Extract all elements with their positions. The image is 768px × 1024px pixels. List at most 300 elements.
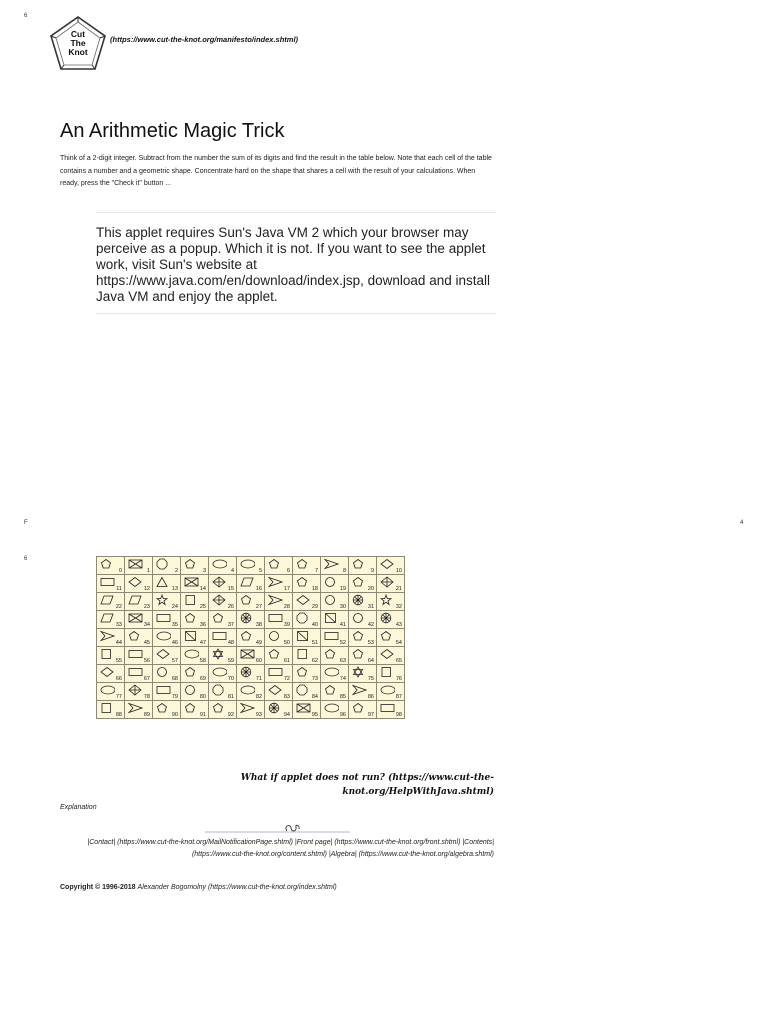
table-cell <box>321 665 349 683</box>
table-cell <box>181 683 209 701</box>
cell-number: 65 <box>395 658 402 664</box>
table-cell <box>153 593 181 611</box>
table-cell <box>349 557 377 575</box>
table-row <box>97 683 405 701</box>
square-icon <box>380 666 395 678</box>
table-cell <box>237 665 265 683</box>
pentagon-icon <box>296 666 311 678</box>
cell-number: 10 <box>395 568 402 574</box>
slashed-square-icon <box>324 612 339 624</box>
pentagon-icon <box>184 666 199 678</box>
cell-number: 79 <box>171 694 178 700</box>
cell-number: 72 <box>283 676 290 682</box>
diamond-icon <box>380 558 395 570</box>
table-cell <box>153 629 181 647</box>
parallelogram-icon <box>128 594 143 606</box>
copyright-label: Copyright © 1996-2018 <box>60 884 136 891</box>
cell-number: 32 <box>395 604 402 610</box>
cell-number: 44 <box>115 640 122 646</box>
cell-number: 17 <box>283 586 290 592</box>
cell-number: 25 <box>199 604 206 610</box>
table-cell <box>265 629 293 647</box>
diamond-icon <box>128 576 143 588</box>
cell-number: 53 <box>367 640 374 646</box>
ellipse-icon <box>156 630 171 642</box>
square-icon <box>296 648 311 660</box>
circle-icon <box>324 594 339 606</box>
cell-number: 39 <box>283 622 290 628</box>
cell-number: 96 <box>339 712 346 718</box>
cell-number: 48 <box>227 640 234 646</box>
table-cell <box>209 629 237 647</box>
table-cell <box>293 647 321 665</box>
octagon-icon <box>156 558 171 570</box>
table-cell <box>209 701 237 719</box>
cell-number: 61 <box>283 658 290 664</box>
envelope-icon <box>128 558 143 570</box>
ellipse-icon <box>324 702 339 714</box>
cell-number: 40 <box>311 622 318 628</box>
wheel-icon <box>240 612 255 624</box>
diamond-icon <box>296 594 311 606</box>
table-cell <box>209 611 237 629</box>
page-title: An Arithmetic Magic Trick <box>60 120 285 142</box>
pentagon-icon <box>324 684 339 696</box>
table-cell <box>97 611 125 629</box>
crossed-diamond-icon <box>212 594 227 606</box>
table-cell <box>237 611 265 629</box>
cell-number: 77 <box>115 694 122 700</box>
cell-number: 74 <box>339 676 346 682</box>
table-row <box>97 701 405 719</box>
table-cell <box>293 701 321 719</box>
cell-number: 36 <box>199 622 206 628</box>
applet-placeholder <box>96 212 496 314</box>
table-cell <box>265 665 293 683</box>
table-cell <box>209 683 237 701</box>
wheel-icon <box>240 666 255 678</box>
cell-number: 41 <box>339 622 346 628</box>
table-cell <box>377 629 405 647</box>
logo-pentagon-icon <box>48 14 108 74</box>
cell-number: 43 <box>395 622 402 628</box>
copyright-author-link[interactable]: Alexander Bogomolny (https://www.cut-the-knot.org/index.shtml) <box>137 884 337 891</box>
table-row <box>97 665 405 683</box>
ellipse-icon <box>240 684 255 696</box>
table-cell <box>349 611 377 629</box>
pentagon-icon <box>240 630 255 642</box>
table-cell <box>349 575 377 593</box>
wheel-icon <box>380 612 395 624</box>
octagon-icon <box>212 684 227 696</box>
cell-number: 54 <box>395 640 402 646</box>
table-cell <box>293 629 321 647</box>
table-cell <box>237 557 265 575</box>
pentagon-icon <box>268 558 283 570</box>
cell-number: 47 <box>199 640 206 646</box>
table-cell <box>153 611 181 629</box>
intro-paragraph: Think of a 2-digit integer. Subtract from the number the sum of its digits and find the result in the table below. Note that each cell of the table contains a number and a geometric shape. Concentrate hard on the shape that shares a cell with the result of your calculations. When ready, press the "Check it" button ... <box>60 155 492 187</box>
table-cell <box>377 647 405 665</box>
pentagon-icon <box>212 702 227 714</box>
pentagon-icon <box>128 630 143 642</box>
cell-number: 51 <box>311 640 318 646</box>
cell-number: 12 <box>143 586 150 592</box>
parallelogram-icon <box>100 594 115 606</box>
table-cell <box>377 683 405 701</box>
swirl-divider-icon <box>205 823 350 835</box>
cell-number: 85 <box>339 694 346 700</box>
pentagon-icon <box>184 702 199 714</box>
cell-number: 6 <box>286 568 290 574</box>
table-cell <box>265 701 293 719</box>
pentagon-icon <box>268 648 283 660</box>
table-row <box>97 557 405 575</box>
table-cell <box>125 647 153 665</box>
circle-icon <box>156 666 171 678</box>
table-cell <box>293 575 321 593</box>
table-cell <box>321 647 349 665</box>
logo-text-line: Knot <box>68 47 88 57</box>
ellipse-icon <box>212 558 227 570</box>
arrowhead-icon <box>268 576 283 588</box>
cell-number: 16 <box>255 586 262 592</box>
pentagon-icon <box>212 612 227 624</box>
table-cell <box>237 629 265 647</box>
table-cell <box>97 701 125 719</box>
cell-number: 37 <box>227 622 234 628</box>
pentagon-icon <box>296 576 311 588</box>
cell-number: 94 <box>283 712 290 718</box>
cell-number: 84 <box>311 694 318 700</box>
table-cell <box>321 701 349 719</box>
cell-number: 31 <box>367 604 374 610</box>
cell-number: 3 <box>202 568 206 574</box>
table-cell <box>209 593 237 611</box>
cell-number: 21 <box>395 586 402 592</box>
logo-text-line: Cut <box>70 29 86 39</box>
table-cell <box>321 683 349 701</box>
cell-number: 5 <box>258 568 262 574</box>
ornamental-divider <box>205 822 350 834</box>
cell-number: 0 <box>118 568 122 574</box>
cell-number: 42 <box>367 622 374 628</box>
cell-number: 98 <box>395 712 402 718</box>
square-icon <box>100 648 115 660</box>
star-of-david-icon <box>212 648 227 660</box>
java-applet-notice: This applet requires Sun's Java VM 2 which your browser may perceive as a popup. Which it is not. If you want to see the applet work, visit Sun's website at https://www.java.com/en/download/index.jsp, download and install Java VM and enjoy the applet. <box>96 225 490 304</box>
cell-number: 46 <box>171 640 178 646</box>
envelope-icon <box>296 702 311 714</box>
arrowhead-icon <box>128 702 143 714</box>
manifesto-link[interactable]: (https://www.cut-the-knot.org/manifesto/index.shtml) <box>110 35 299 44</box>
rectangle-icon <box>128 666 143 678</box>
cell-number: 91 <box>199 712 206 718</box>
table-cell <box>377 611 405 629</box>
cell-number: 93 <box>255 712 262 718</box>
table-cell <box>181 701 209 719</box>
cell-number: 23 <box>143 604 150 610</box>
cell-number: 38 <box>255 622 262 628</box>
circle-icon <box>184 684 199 696</box>
cell-number: 55 <box>115 658 122 664</box>
table-cell <box>293 683 321 701</box>
table-cell <box>125 593 153 611</box>
pentagon-icon <box>184 558 199 570</box>
cell-number: 8 <box>342 568 346 574</box>
crossed-diamond-icon <box>212 576 227 588</box>
cell-number: 86 <box>367 694 374 700</box>
table-cell <box>377 701 405 719</box>
cell-number: 24 <box>171 604 178 610</box>
octagon-icon <box>296 612 311 624</box>
table-cell <box>293 557 321 575</box>
cell-number: 62 <box>311 658 318 664</box>
pentagon-icon <box>156 702 171 714</box>
rectangle-icon <box>100 576 115 588</box>
rectangle-icon <box>380 702 395 714</box>
cell-number: 56 <box>143 658 150 664</box>
table-cell <box>97 665 125 683</box>
explanation-link[interactable]: Explanation <box>60 804 97 811</box>
table-row <box>97 575 405 593</box>
table-cell <box>321 575 349 593</box>
table-cell <box>377 575 405 593</box>
cell-number: 64 <box>367 658 374 664</box>
cell-number: 71 <box>255 676 262 682</box>
ellipse-icon <box>240 558 255 570</box>
table-cell <box>125 683 153 701</box>
cut-the-knot-logo[interactable] <box>48 14 108 74</box>
table-cell <box>237 593 265 611</box>
cell-number: 52 <box>339 640 346 646</box>
table-cell <box>209 647 237 665</box>
table-cell <box>153 665 181 683</box>
magic-table <box>96 556 405 719</box>
circle-icon <box>352 612 367 624</box>
crossed-diamond-icon <box>128 684 143 696</box>
cell-number: 75 <box>367 676 374 682</box>
ellipse-icon <box>212 666 227 678</box>
shape-number-table <box>96 556 405 719</box>
cell-number: 28 <box>283 604 290 610</box>
table-cell <box>293 611 321 629</box>
ellipse-icon <box>324 666 339 678</box>
cell-number: 11 <box>116 586 122 592</box>
table-cell <box>97 629 125 647</box>
table-cell <box>265 647 293 665</box>
table-cell <box>97 593 125 611</box>
cell-number: 19 <box>339 586 346 592</box>
table-cell <box>97 647 125 665</box>
table-cell <box>377 665 405 683</box>
pentagon-icon <box>352 558 367 570</box>
table-cell <box>349 629 377 647</box>
table-cell <box>97 557 125 575</box>
triangle-icon <box>156 576 171 588</box>
logo-text-line: The <box>70 38 86 48</box>
square-icon <box>184 594 199 606</box>
table-cell <box>153 575 181 593</box>
cell-number: 2 <box>174 568 178 574</box>
rectangle-icon <box>156 684 171 696</box>
table-cell <box>237 701 265 719</box>
cell-number: 95 <box>311 712 318 718</box>
table-cell <box>293 593 321 611</box>
star-icon <box>380 594 395 606</box>
star-of-david-icon <box>352 666 367 678</box>
footer-navigation[interactable]: |Contact| (https://www.cut-the-knot.org/MailNotificationPage.shtml) |Front page| (https://www.cut-the-knot.org/front.shtml) |Contents| (https://www.cut-the-knot.org/content.shtml) |Algebra| (https://www.cut-the-knot.org/algebra.shtml) <box>87 839 494 858</box>
table-row <box>97 593 405 611</box>
table-cell <box>209 557 237 575</box>
table-cell <box>209 575 237 593</box>
rectangle-icon <box>268 612 283 624</box>
table-cell <box>349 665 377 683</box>
pentagon-icon <box>184 612 199 624</box>
cell-number: 69 <box>199 676 206 682</box>
circle-icon <box>324 576 339 588</box>
diamond-icon <box>268 684 283 696</box>
pentagon-icon <box>352 702 367 714</box>
table-row <box>97 611 405 629</box>
pentagon-icon <box>240 594 255 606</box>
table-cell <box>377 557 405 575</box>
cell-number: 4 <box>230 568 234 574</box>
cell-number: 68 <box>171 676 178 682</box>
diamond-icon <box>156 648 171 660</box>
table-cell <box>125 665 153 683</box>
parallelogram-icon <box>240 576 255 588</box>
cell-number: 35 <box>171 622 178 628</box>
cell-number: 81 <box>227 694 234 700</box>
arrowhead-icon <box>268 594 283 606</box>
wheel-icon <box>352 594 367 606</box>
cell-number: 20 <box>367 586 374 592</box>
cell-number: 57 <box>171 658 178 664</box>
table-cell <box>349 593 377 611</box>
cell-number: 30 <box>339 604 346 610</box>
table-cell <box>181 575 209 593</box>
cell-number: 45 <box>143 640 150 646</box>
cell-number: 88 <box>115 712 122 718</box>
circle-icon <box>268 630 283 642</box>
cell-number: 49 <box>255 640 262 646</box>
pentagon-icon <box>296 558 311 570</box>
table-cell <box>265 683 293 701</box>
cell-number: 13 <box>171 586 178 592</box>
cell-number: 90 <box>171 712 178 718</box>
table-cell <box>237 575 265 593</box>
pentagon-icon <box>352 576 367 588</box>
cell-number: 15 <box>227 586 234 592</box>
cell-number: 60 <box>255 658 262 664</box>
cell-number: 89 <box>143 712 150 718</box>
java-help-link[interactable]: What if applet does not run? (https://www.cut-the-knot.org/HelpWithJava.shtml) <box>240 773 494 797</box>
rectangle-icon <box>156 612 171 624</box>
ellipse-icon <box>184 648 199 660</box>
table-cell <box>321 629 349 647</box>
cell-number: 82 <box>255 694 262 700</box>
slashed-square-icon <box>296 630 311 642</box>
cell-number: 87 <box>395 694 402 700</box>
table-row <box>97 629 405 647</box>
cell-number: 18 <box>311 586 318 592</box>
table-cell <box>265 611 293 629</box>
table-cell <box>265 593 293 611</box>
arrowhead-icon <box>100 630 115 642</box>
cell-number: 78 <box>143 694 150 700</box>
table-cell <box>181 557 209 575</box>
diamond-icon <box>100 666 115 678</box>
table-cell <box>209 665 237 683</box>
table-cell <box>265 557 293 575</box>
cell-number: 27 <box>255 604 262 610</box>
cell-number: 92 <box>227 712 234 718</box>
cell-number: 14 <box>199 586 206 592</box>
cell-number: 50 <box>283 640 290 646</box>
cell-number: 76 <box>395 676 402 682</box>
margin-mark: 6 <box>24 13 28 19</box>
table-cell <box>153 647 181 665</box>
cell-number: 9 <box>370 568 374 574</box>
table-cell <box>97 683 125 701</box>
pentagon-icon <box>352 648 367 660</box>
rectangle-icon <box>128 648 143 660</box>
table-cell <box>237 683 265 701</box>
cell-number: 1 <box>146 568 150 574</box>
cell-number: 34 <box>143 622 150 628</box>
pentagon-icon <box>100 558 115 570</box>
cell-number: 80 <box>199 694 206 700</box>
margin-mark: 6 <box>24 556 28 562</box>
cell-number: 59 <box>227 658 234 664</box>
cell-number: 58 <box>199 658 206 664</box>
arrowhead-icon <box>352 684 367 696</box>
table-cell <box>125 575 153 593</box>
diamond-icon <box>380 648 395 660</box>
crossed-diamond-icon <box>380 576 395 588</box>
margin-mark: F <box>24 520 28 526</box>
table-cell <box>181 593 209 611</box>
ellipse-icon <box>380 684 395 696</box>
table-cell <box>237 647 265 665</box>
cell-number: 7 <box>314 568 318 574</box>
cell-number: 83 <box>283 694 290 700</box>
octagon-icon <box>296 684 311 696</box>
table-cell <box>125 629 153 647</box>
slashed-square-icon <box>184 630 199 642</box>
table-cell <box>181 611 209 629</box>
cell-number: 73 <box>311 676 318 682</box>
table-cell <box>293 665 321 683</box>
table-cell <box>153 683 181 701</box>
star-icon <box>156 594 171 606</box>
table-cell <box>153 701 181 719</box>
wheel-icon <box>268 702 283 714</box>
pentagon-icon <box>380 630 395 642</box>
cell-number: 26 <box>227 604 234 610</box>
copyright-notice <box>60 884 337 891</box>
table-cell <box>125 611 153 629</box>
table-cell <box>181 629 209 647</box>
pentagon-icon <box>324 648 339 660</box>
cell-number: 22 <box>115 604 122 610</box>
table-cell <box>181 665 209 683</box>
table-cell <box>349 683 377 701</box>
rectangle-icon <box>324 630 339 642</box>
ellipse-icon <box>100 684 115 696</box>
cell-number: 97 <box>367 712 374 718</box>
